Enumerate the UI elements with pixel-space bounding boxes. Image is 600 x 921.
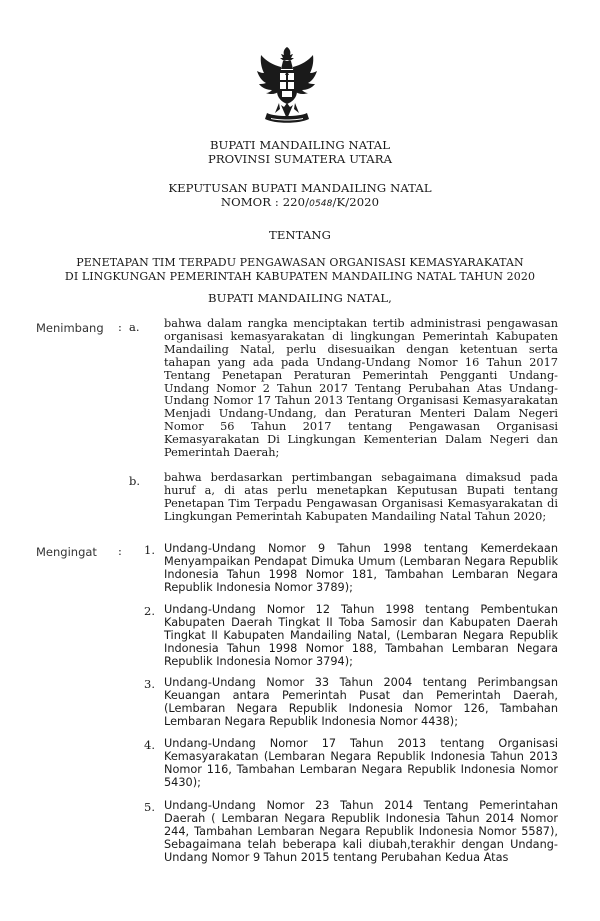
decree-number (0, 195, 600, 211)
mengingat-item-5-text: Undang-Undang Nomor 23 Tahun 2014 Tentang Pemerintahan Daerah ( Lembaran Negara Republik Indonesia Tahun 2014 Nomor 244, Tambahan Lembaran Negara Republik Indonesia Nomor 5587), Sebagaimana telah beberapa kali diubah,terakhir dengan Undang-Undang Nomor 9 Tahun 2015 tentang Perubahan Kedua Atas (164, 799, 558, 864)
mengingat-item-1-text: Undang-Undang Nomor 9 Tahun 1998 tentang Kemerdekaan Menyampaikan Pendapat Dimuka Umum (Lembaran Negara Republik Indonesia Tahun 1998 Nomor 181, Tambahan Lembaran Negara Republik Indonesia Nomor 3789); (164, 542, 558, 594)
mengingat-item-4-text: Undang-Undang Nomor 17 Tahun 2013 tentang Organisasi Kemasyarakatan (Lembaran Negara Republik Indonesia Tahun 2013 Nomor 116, Tambahan Lembaran Negara Republik Indonesia Nomor 5430); (164, 737, 558, 789)
mengingat-item-5-number: 5. (144, 800, 155, 814)
mengingat-item-2-number: 2. (144, 604, 155, 618)
menimbang-item-a-letter: a. (129, 320, 140, 334)
mengingat-label: Mengingat (36, 545, 97, 559)
menimbang-item-b-text: bahwa berdasarkan pertimbangan sebagaimana dimaksud pada huruf a, di atas perlu menetapkan Keputusan Bupati tentang Penetapan Tim Terpadu Pengawasan Organisasi Kemasyarakatan di Lingkungan Pemerintah Kabupaten Mandailing Natal Tahun 2020; (164, 471, 558, 523)
mengingat-item-3-text: Undang-Undang Nomor 33 Tahun 2004 tentang Perimbangsan Keuangan antara Pemerintah Pusat dan Pemerintah Daerah, (Lembaran Negara Republik Indonesia Nomor 126, Tambahan Lembaran Negara Republik Indonesia Nomor 4438); (164, 676, 558, 728)
about-heading: TENTANG (269, 228, 331, 242)
mengingat-item-2-text: Undang-Undang Nomor 12 Tahun 1998 tentang Pembentukan Kabupaten Daerah Tingkat II Toba Samosir dan Kabupaten Daerah Tingkat II Kabupaten Mandailing Natal, (Lembaran Negara Republik Indonesia Tahun 1998 Nomor 188, Tambahan Lembaran Negara Republik Indonesia Nomor 3794); (164, 603, 558, 668)
mengingat-item-4-number: 4. (144, 738, 155, 752)
menimbang-label: Menimbang (36, 321, 104, 335)
garuda-emblem-icon (251, 45, 323, 131)
mengingat-colon: : (118, 544, 122, 558)
mengingat-item-3-number: 3. (144, 677, 155, 691)
menimbang-colon: : (118, 320, 122, 334)
mengingat-item-1-number: 1. (144, 543, 155, 557)
menimbang-item-b-letter: b. (129, 474, 141, 488)
issuer-line-1: BUPATI MANDAILING NATAL (209, 138, 391, 152)
authority-heading: BUPATI MANDAILING NATAL, (208, 291, 392, 305)
subject-line-1: PENETAPAN TIM TERPADU PENGAWASAN ORGANISASI KEMASYARAKATAN (76, 256, 524, 269)
decree-title: KEPUTUSAN BUPATI MANDAILING NATAL (168, 181, 432, 195)
issuer-line-2: PROVINSI SUMATERA UTARA (207, 152, 393, 166)
decree-number-handwritten: 0548 (309, 199, 333, 209)
decree-number-suffix: /K/2020 (332, 195, 380, 209)
decree-number-prefix: NOMOR : 220/ (220, 195, 310, 209)
subject-line-2: DI LINGKUNGAN PEMERINTAH KABUPATEN MANDAILING NATAL TAHUN 2020 (64, 270, 536, 283)
menimbang-item-a-text: bahwa dalam rangka menciptakan tertib administrasi pengawasan organisasi kemasyarakatan di lingkungan Pemerintah Kabupaten Mandailing Natal, perlu disesuaikan dengan ketentuan serta tahapan yang ada pada Undang-Undang Nomor 16 Tahun 2017 Tentang Penetapan Peraturan Pemerintah Pengganti Undang-Undang Nomor 2 Tahun 2017 Tentang Perubahan Atas Undang-Undang Nomor 17 Tahun 2013 Tentang Organisasi Kemasyarakatan Menjadi Undang-Undang, dan Peraturan Menteri Dalam Negeri Nomor 56 Tahun 2017 tentang Pengawasan Organisasi Kemasyarakatan Di Lingkungan Kementerian Dalam Negeri dan Pemerintah Daerah; (164, 317, 558, 460)
